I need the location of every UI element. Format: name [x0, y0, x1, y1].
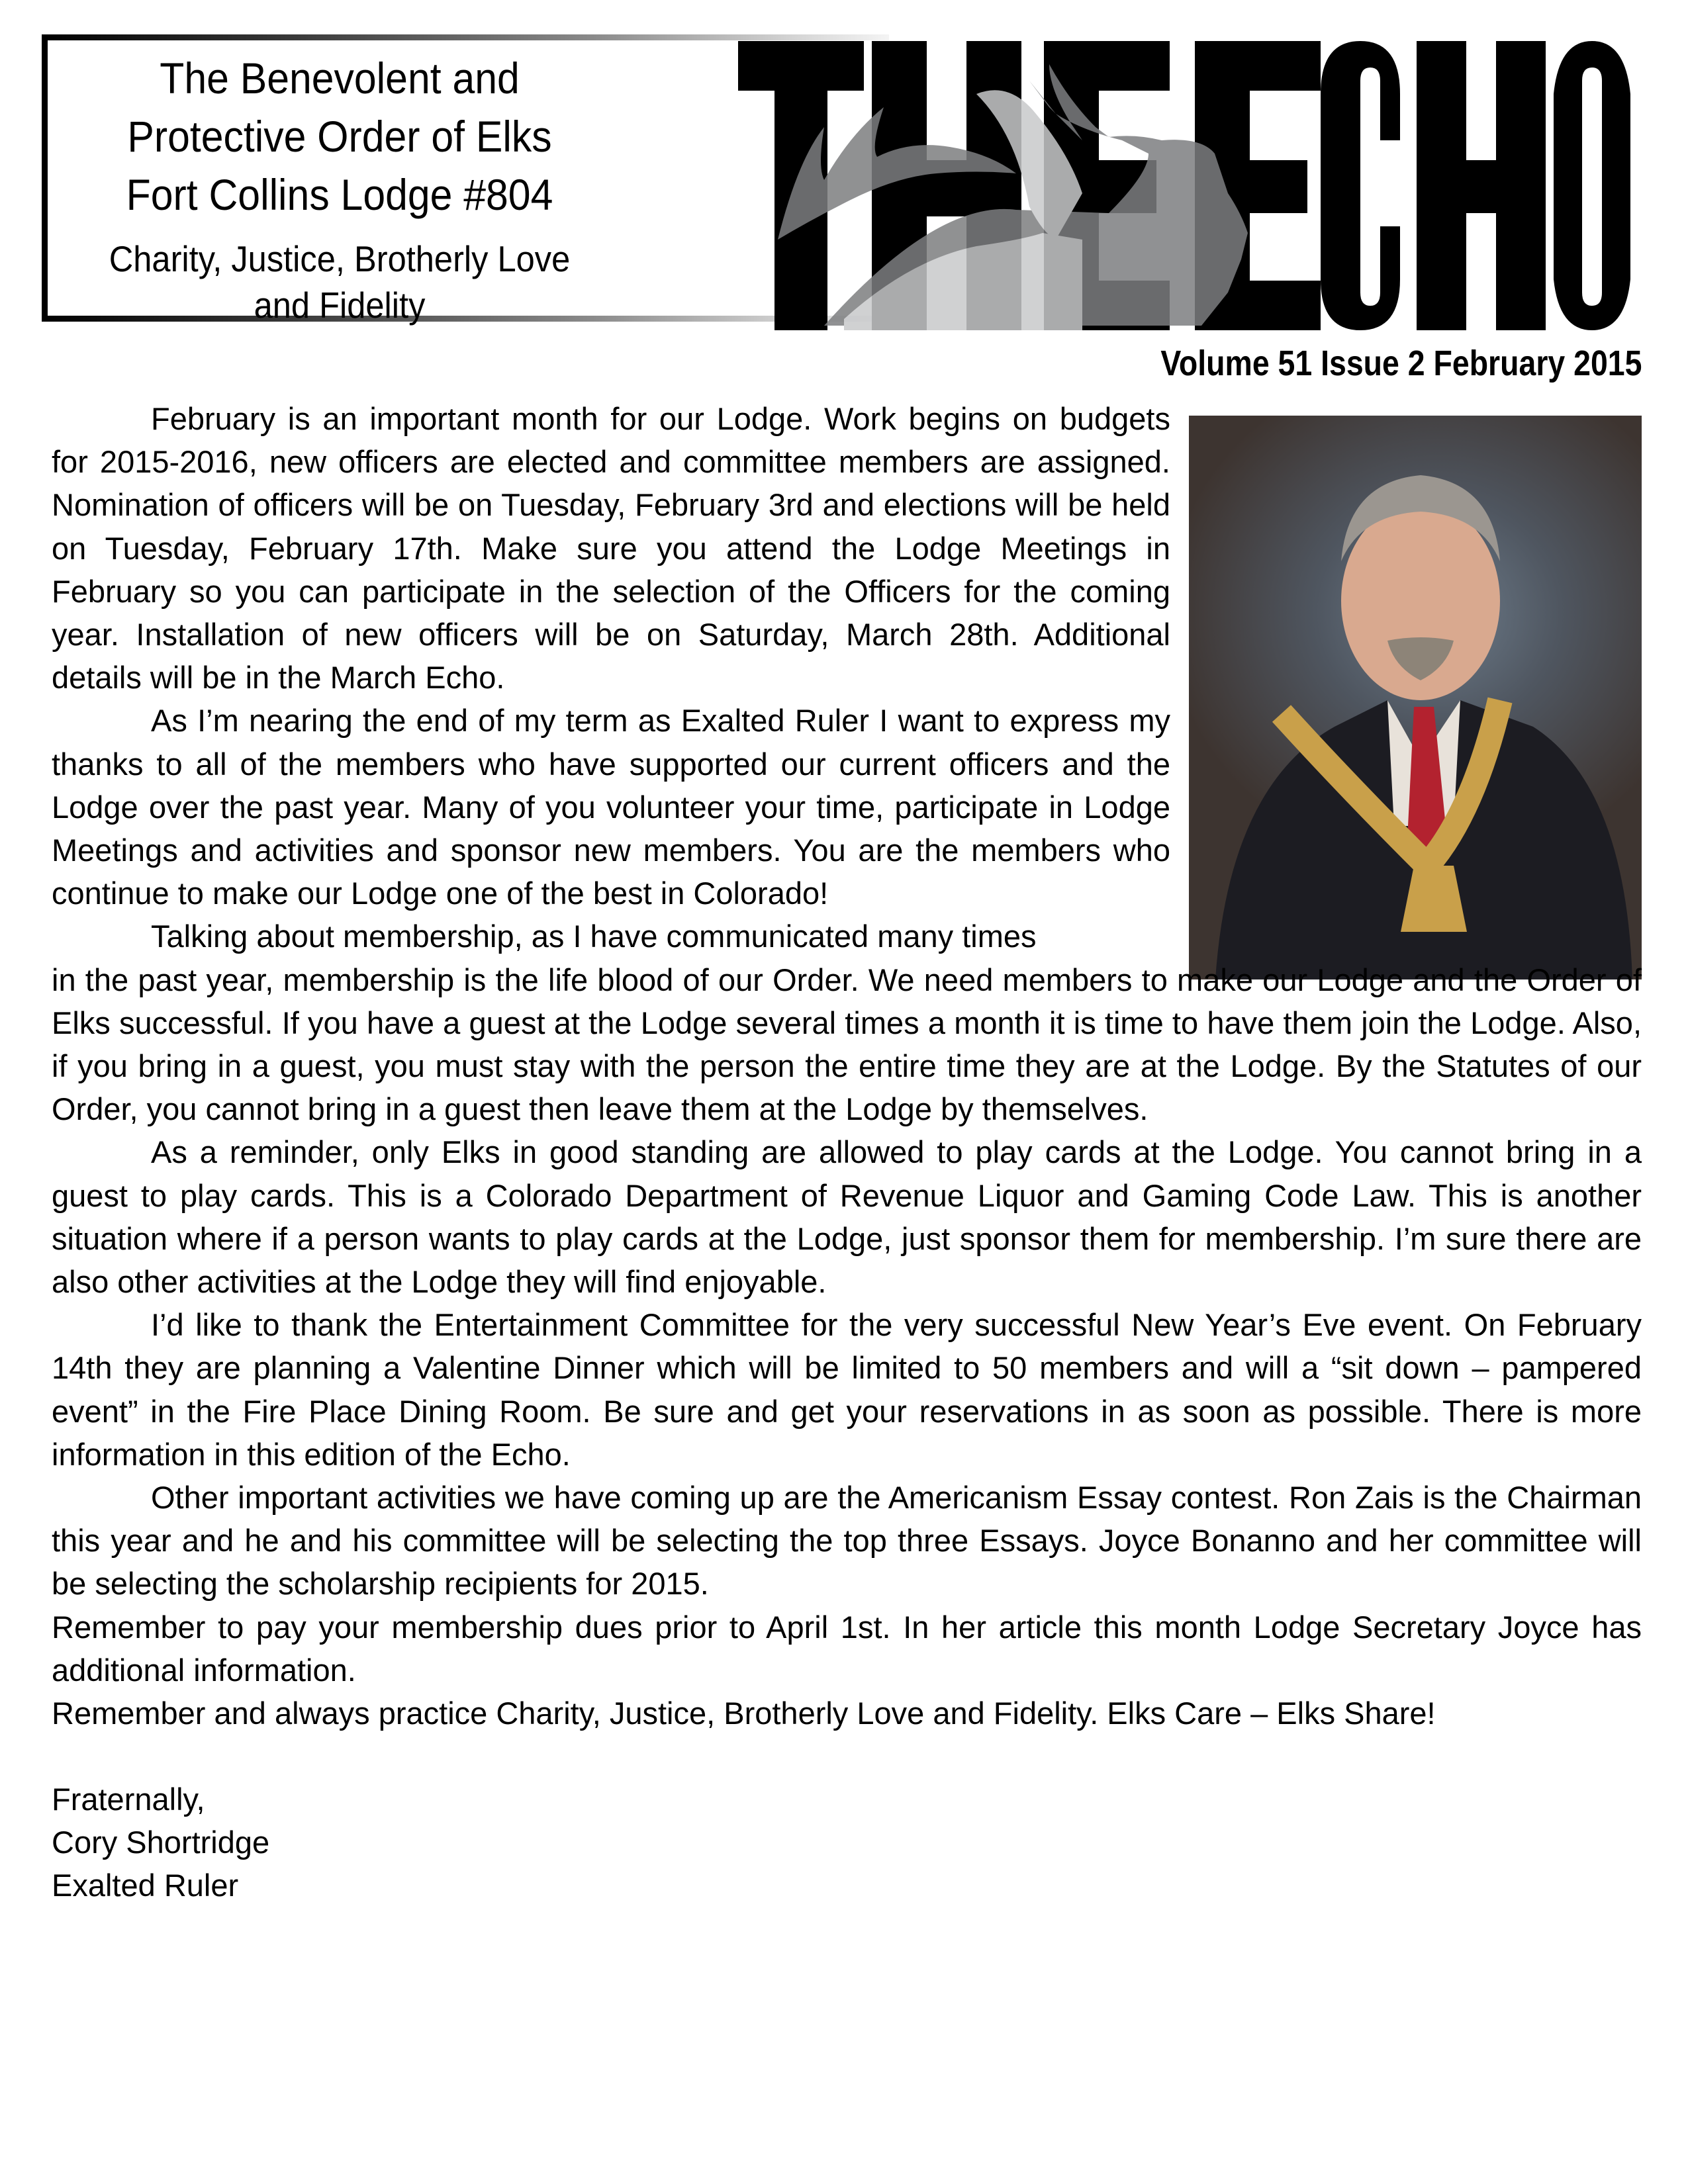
spacer — [52, 1735, 1642, 1778]
signoff-name: Cory Shortridge — [52, 1825, 270, 1860]
paragraph-thanks: As I’m nearing the end of my term as Exalted Ruler I want to express my thanks to all of the members who have supported our current officers and the Lodge over the past year. Many of you volunteer your time, participate in Lodge Meetings and activities and sponsor new members. You are the members who continue to make our Lodge one of the best in Colorado! — [52, 703, 1170, 911]
org-name-line-2: Protective Order of Elks — [127, 112, 552, 161]
paragraph-activities: Other important activities we have coming up are the Americanism Essay contest. Ron Zais is the Chairman this year and he and his committee will be selecting the top three Essays. Joyce Bonanno and her committee will be selecting the scholarship recipients for 2015. — [52, 1480, 1642, 1602]
paragraph-february-intro: February is an important month for our Lodge. Work begins on budgets for 2015-2016, new officers are elected and committee members are assigned. Nomination of officers will be on Tuesday, February 3rd and elections will be held on Tuesday, February 17th. Make sure you attend the Lodge Meetings in February so you can participate in the selection of the Officers for the coming year. Installation of new officers will be on Saturday, March 28th. Additional details will be in the March Echo. — [52, 401, 1170, 696]
paragraph-membership: in the past year, membership is the life blood of our Order. We need members to make our Lodge and the Order of Elks successful. If you have a guest at the Lodge several times a month it is time to have them join the Lodge. Also, if you bring in a guest, you must stay with the person the entire time they are at the Lodge. By the Statutes of our Order, you cannot bring in a guest then leave them at the Lodge by themselves. — [52, 962, 1642, 1127]
signoff-title: Exalted Ruler — [52, 1868, 239, 1903]
box-border-top — [42, 34, 889, 40]
issue-info: Volume 51 Issue 2 February 2015 — [1160, 343, 1642, 383]
lodge-info-text — [68, 49, 611, 328]
paragraph-motto: Remember and always practice Charity, Justice, Brotherly Love and Fidelity. Elks Care – Elks Share! — [52, 1696, 1436, 1731]
paragraph-membership-lead: Talking about membership, as I have communicated many times — [151, 919, 1037, 954]
article-body — [52, 397, 1642, 1907]
paragraph-dues: Remember to pay your membership dues prior to April 1st. In her article this month Lodge Secretary Joyce has additional information. — [52, 1609, 1642, 1688]
motto-line-1: Charity, Justice, Brotherly Love — [109, 238, 571, 279]
motto-line-2: and Fidelity — [254, 285, 426, 326]
paragraph-entertainment: I’d like to thank the Entertainment Committee for the very successful New Year’s Eve event. On February 14th they are planning a Valentine Dinner which will be limited to 50 members and will a “sit down – pampered event” in the Fire Place Dining Room. Be sure and get your reservations in as soon as possible. There is more information in this edition of the Echo. — [52, 1307, 1642, 1472]
paragraph-cards-reminder: As a reminder, only Elks in good standing are allowed to play cards at the Lodge. You cannot bring in a guest to play cards. This is a Colorado Department of Revenue Liquor and Gaming Code Law. This is another situation where if a person wants to play cards at the Lodge, just sponsor them for membership. I’m sure there are also other activities at the Lodge they will find enjoyable. — [52, 1134, 1642, 1300]
org-name-line-1: The Benevolent and — [160, 54, 520, 103]
masthead-logo — [738, 41, 1645, 330]
elk-head-icon — [738, 41, 1645, 330]
box-border-left — [42, 34, 48, 322]
lodge-name: Fort Collins Lodge #804 — [126, 170, 553, 219]
signoff-closing: Fraternally, — [52, 1782, 205, 1817]
